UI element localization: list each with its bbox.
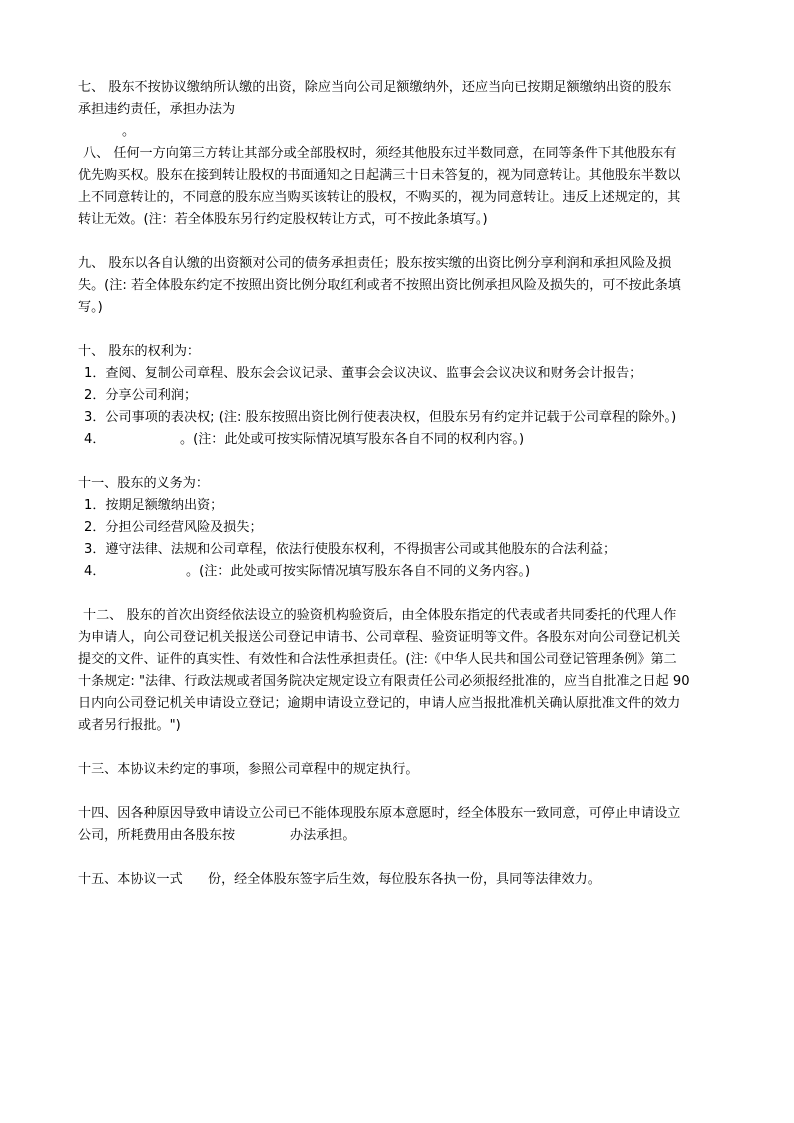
clause-12-line-6: 或者另行报批。") [78,718,181,733]
clause-7-line-3: 。 [122,124,136,139]
clause-15-line-1-end: 份，经全体股东签字后生效，每位股东各执一份，具同等法律效力。 [208,872,601,887]
clause-8-line-4: 转让无效。(注：若全体股东另行约定股权转让方式，可不按此条填写。) [78,212,488,227]
clause-12-line-1: 十二、 股东的首次出资经依法设立的验资机构验资后，由全体股东指定的代表或者共同委托的代理人作 [83,608,677,623]
clause-12-line-3: 提交的文件、证件的真实性、有效性和合法性承担责任。(注:《中华人民共和国公司登记管理条例》第二 [78,652,677,667]
clause-11-heading: 十一、股东的义务为： [78,476,209,491]
clause-8-line-3: 上不同意转让的，不同意的股东应当购买该转让的股权，不购买的，视为同意转让。违反上述规定的，其 [78,190,681,205]
clause-11-item-1: 1．按期足额缴纳出资； [84,498,224,513]
clause-11-item-2: 2．分担公司经营风险及损失； [84,520,263,535]
clause-12-line-5: 日内向公司登记机关申请设立登记；逾期申请设立登记的，申请人应当报批准机关确认原批准文件的效力 [78,696,681,711]
clause-13-line-1: 十三、本协议未约定的事项，参照公司章程中的规定执行。 [78,762,419,777]
clause-10-item-2: 2．分享公司利润； [84,388,198,403]
clause-15-line-1-start: 十五、本协议一式 [78,872,183,887]
clause-11-item-3: 3．遵守法律、法规和公司章程，依法行使股东权利，不得损害公司或其他股东的合法利益； [84,542,617,557]
clause-11-item-4-note: 。(注：此处或可按实际情况填写股东各自不同的义务内容。) [186,564,531,579]
clause-10-item-4-note: 。(注：此处或可按实际情况填写股东各自不同的权利内容。) [180,432,525,447]
clause-9-line-3: 写。) [78,300,103,315]
clause-7-line-1: 七、 股东不按协议缴纳所认缴的出资，除应当向公司足额缴纳外，还应当向已按期足额缴纳出资的股东 [78,80,672,95]
clause-14-line-1: 十四、因各种原因导致申请设立公司已不能体现股东原本意愿时，经全体股东一致同意，可停止申请设立 [78,806,681,821]
clause-9-line-2: 失。(注: 若全体股东约定不按照出资比例分取红利或者不按照出资比例承担风险及损失的，可不按此条填 [78,278,681,293]
clause-9-line-1: 九、 股东以各自认缴的出资额对公司的债务承担责任；股东按实缴的出资比例分享利润和承担风险及损 [78,256,672,271]
clause-10-item-4-number: 4． [84,432,106,447]
clause-10-item-3: 3．公司事项的表决权; (注: 股东按照出资比例行使表决权，但股东另有约定并记载于公司章程的除外。) [84,410,677,425]
clause-14-line-2-end: 办法承担。 [290,828,356,843]
clause-11-item-4-number: 4． [84,564,106,579]
clause-14-line-2-start: 公司，所耗费用由各股东按 [78,828,236,843]
clause-10-heading: 十、 股东的权利为： [78,344,201,359]
clause-8-line-2: 优先购买权。股东在接到转让股权的书面通知之日起满三十日未答复的，视为同意转让。其他股东半数以 [78,168,681,183]
clause-12-line-2: 为申请人，向公司登记机关报送公司登记申请书、公司章程、验资证明等文件。各股东对向公司登记机关 [78,630,681,645]
clause-8-line-1: 八、 任何一方向第三方转让其部分或全部股权时，须经其他股东过半数同意，在同等条件下其他股东有 [83,146,677,161]
clause-10-item-1: 1．查阅、复制公司章程、股东会会议记录、董事会会议决议、监事会会议决议和财务会计报告； [84,366,643,381]
clause-12-line-4: 十条规定: "法律、行政法规或者国务院决定规定设立有限责任公司必须报经批准的，应当自批准之日起 90 [78,674,690,689]
clause-7-line-2: 承担违约责任，承担办法为 [78,102,236,117]
